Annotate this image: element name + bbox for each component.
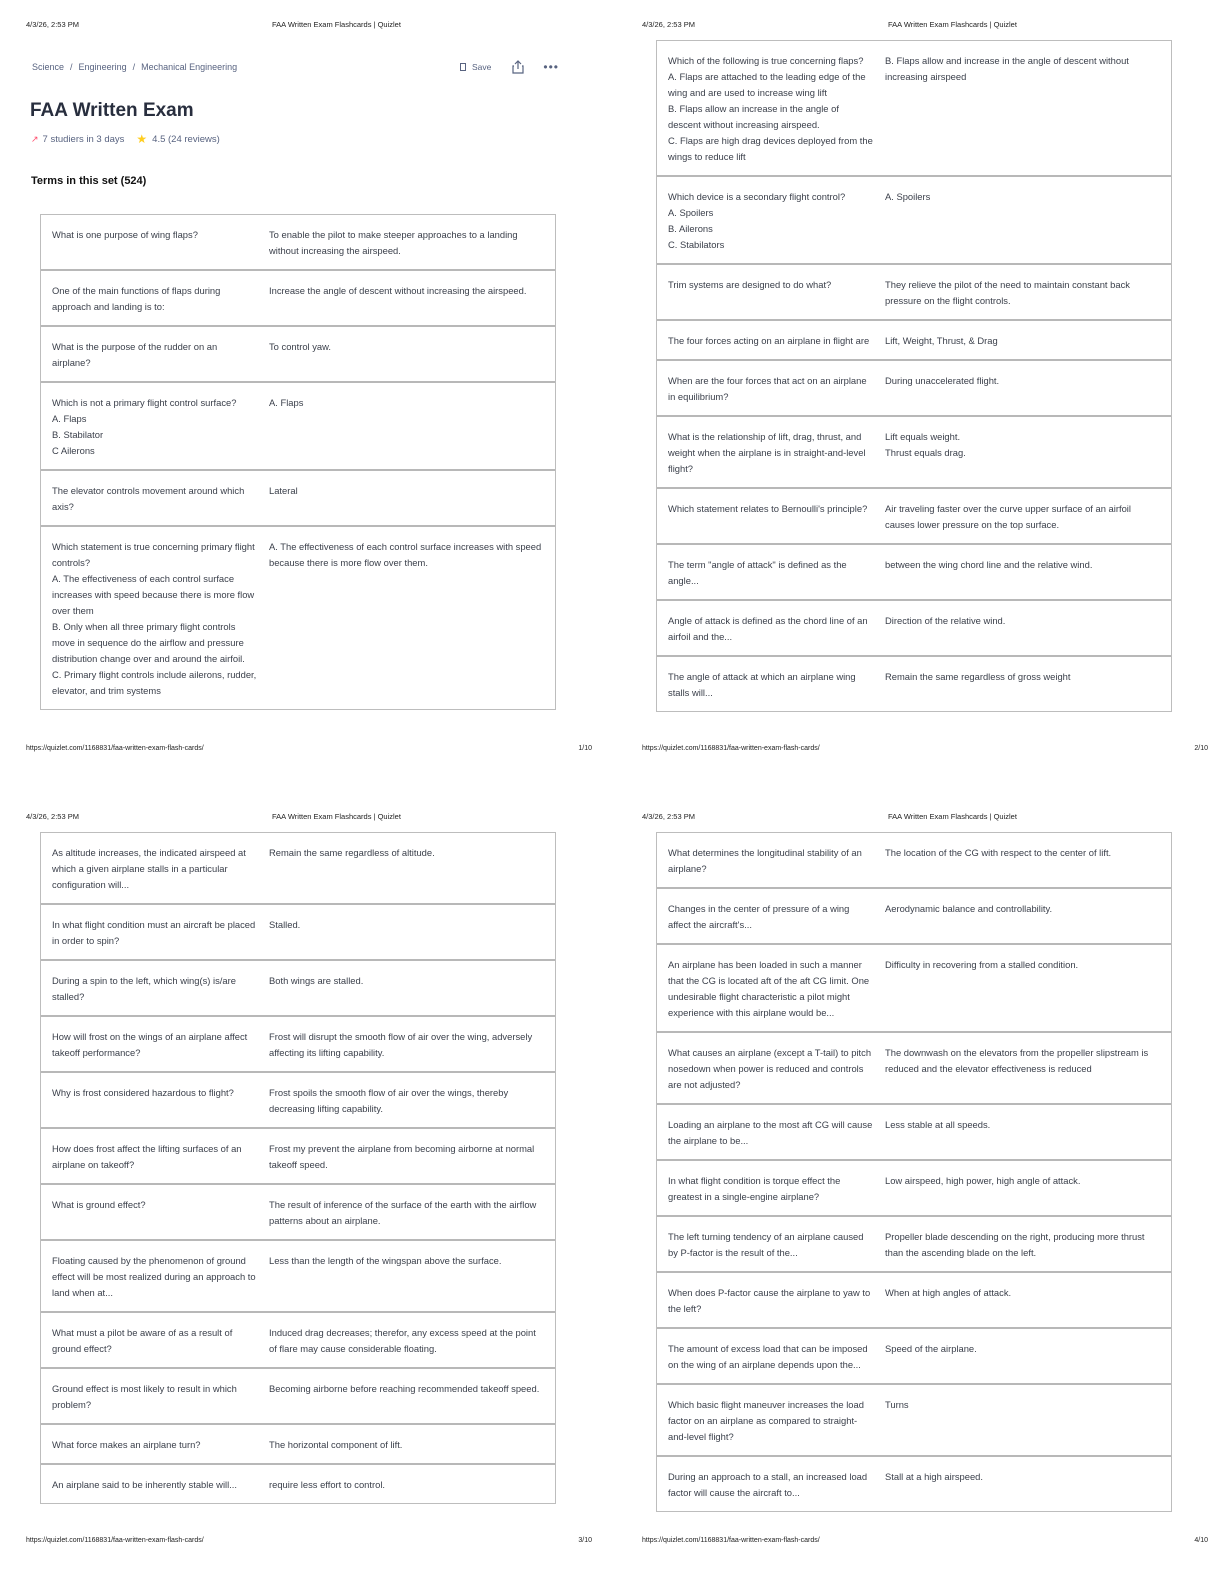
term-card bbox=[41, 1465, 555, 1503]
term-card bbox=[41, 905, 555, 961]
definition-text: Becoming airborne before reaching recommended takeoff speed. bbox=[269, 1383, 540, 1394]
term-card bbox=[41, 833, 555, 905]
term-text: How does frost affect the lifting surfaces of an airplane on takeoff? bbox=[52, 1143, 242, 1170]
term-text: Loading an airplane to the most aft CG will cause the airplane to be... bbox=[668, 1119, 873, 1146]
term-card bbox=[657, 489, 1171, 545]
breadcrumb-engineering[interactable]: Engineering bbox=[78, 62, 127, 72]
term-text: In what flight condition must an aircraft be placed in order to spin? bbox=[52, 919, 256, 946]
card-list bbox=[656, 832, 1172, 1512]
term-card bbox=[657, 1457, 1171, 1511]
term-text: The left turning tendency of an airplane caused by P-factor is the result of the... bbox=[668, 1231, 864, 1258]
term-card bbox=[657, 889, 1171, 945]
definition-text: Low airspeed, high power, high angle of attack. bbox=[885, 1175, 1081, 1186]
definition-text: between the wing chord line and the relative wind. bbox=[885, 559, 1093, 570]
term-card bbox=[41, 215, 555, 271]
definition-text: The location of the CG with respect to the center of lift. bbox=[885, 847, 1112, 858]
definition-text: Frost spoils the smooth flow of air over the wings, thereby decreasing lifting capability. bbox=[269, 1087, 509, 1114]
term-text: One of the main functions of flaps during approach and landing is to: bbox=[52, 285, 221, 312]
term-text: An airplane said to be inherently stable will... bbox=[52, 1479, 238, 1490]
term-card bbox=[41, 961, 555, 1017]
print-url: https://quizlet.com/1168831/faa-written-exam-flash-cards/ bbox=[26, 1537, 204, 1544]
print-url: https://quizlet.com/1168831/faa-written-exam-flash-cards/ bbox=[26, 745, 204, 752]
term-card bbox=[657, 1385, 1171, 1457]
breadcrumb-separator: / bbox=[70, 62, 73, 72]
page-number: 4/10 bbox=[1194, 1537, 1208, 1544]
set-stats bbox=[31, 132, 220, 146]
print-date: 4/3/26, 2:53 PM bbox=[642, 20, 695, 29]
term-text: What is the purpose of the rudder on an airplane? bbox=[52, 341, 218, 368]
print-footer bbox=[24, 745, 602, 757]
print-footer bbox=[24, 1537, 602, 1549]
print-url: https://quizlet.com/1168831/faa-written-exam-flash-cards/ bbox=[642, 745, 820, 752]
studiers-count: 7 studiers in 3 days bbox=[42, 133, 125, 145]
definition-text: Both wings are stalled. bbox=[269, 975, 364, 986]
print-title: FAA Written Exam Flashcards | Quizlet bbox=[272, 812, 401, 821]
page-number: 2/10 bbox=[1194, 745, 1208, 752]
term-card bbox=[657, 1033, 1171, 1105]
print-header bbox=[24, 812, 602, 824]
term-card bbox=[41, 1073, 555, 1129]
term-text: An airplane has been loaded in such a manner that the CG is located aft of the aft CG limit. One undesirable flight characteristic a pilot might experience with this airplane would be... bbox=[668, 959, 870, 1018]
definition-text: A. Spoilers bbox=[885, 191, 931, 202]
term-card bbox=[41, 383, 555, 471]
definition-text: require less effort to control. bbox=[269, 1479, 386, 1490]
print-title: FAA Written Exam Flashcards | Quizlet bbox=[888, 812, 1017, 821]
term-text: Which basic flight maneuver increases the load factor on an airplane as compared to straight-and-level flight? bbox=[668, 1399, 864, 1442]
term-text: What is the relationship of lift, drag, thrust, and weight when the airplane is in straight-and-level flight? bbox=[668, 431, 866, 474]
print-footer bbox=[640, 745, 1218, 757]
definition-text: A. The effectiveness of each control surface increases with speed because there is more flow over them. bbox=[269, 541, 542, 568]
definition-text: Lateral bbox=[269, 485, 298, 496]
term-card bbox=[657, 1161, 1171, 1217]
term-text: The term "angle of attack" is defined as the angle... bbox=[668, 559, 847, 586]
term-card bbox=[657, 177, 1171, 265]
definition-text: Increase the angle of descent without increasing the airspeed. bbox=[269, 285, 527, 296]
page-1 bbox=[24, 14, 602, 774]
term-card bbox=[657, 945, 1171, 1033]
trending-icon: ↗ bbox=[31, 133, 39, 144]
definition-text: Turns bbox=[885, 1399, 909, 1410]
term-text: Which statement relates to Bernoulli's principle? bbox=[668, 503, 868, 514]
term-text: Trim systems are designed to do what? bbox=[668, 279, 832, 290]
term-card bbox=[657, 361, 1171, 417]
term-card bbox=[41, 1129, 555, 1185]
breadcrumb-separator: / bbox=[132, 62, 136, 72]
term-text: What force makes an airplane turn? bbox=[52, 1439, 201, 1450]
term-text: Which of the following is true concerning flaps? A. Flaps are attached to the leading edge of the wing and are used to increase wing lift B. Flaps allow an increase in the angle of descent without increasing airspeed. C. Flaps are high drag devices deployed from the wings to reduce lift bbox=[668, 55, 873, 162]
term-text: The four forces acting on an airplane in flight are bbox=[668, 335, 870, 346]
definition-text: To enable the pilot to make steeper approaches to a landing without increasing the airspeed. bbox=[269, 229, 518, 256]
definition-text: Stall at a high airspeed. bbox=[885, 1471, 983, 1482]
page-2 bbox=[640, 14, 1218, 774]
print-url: https://quizlet.com/1168831/faa-written-exam-flash-cards/ bbox=[642, 1537, 820, 1544]
term-card bbox=[657, 265, 1171, 321]
save-label: Save bbox=[472, 62, 492, 72]
term-text: Which is not a primary flight control surface? A. Flaps B. Stabilator C Ailerons bbox=[52, 397, 237, 456]
term-card bbox=[41, 471, 555, 527]
page-4 bbox=[640, 806, 1218, 1566]
term-text: What is ground effect? bbox=[52, 1199, 146, 1210]
term-text: During a spin to the left, which wing(s) is/are stalled? bbox=[52, 975, 236, 1002]
term-card bbox=[41, 271, 555, 327]
definition-text: Remain the same regardless of altitude. bbox=[269, 847, 435, 858]
print-date: 4/3/26, 2:53 PM bbox=[642, 812, 695, 821]
term-text: Ground effect is most likely to result in which problem? bbox=[52, 1383, 237, 1410]
definition-text: To control yaw. bbox=[269, 341, 332, 352]
term-text: The amount of excess load that can be imposed on the wing of an airplane depends upon the... bbox=[668, 1343, 868, 1370]
term-card bbox=[657, 657, 1171, 711]
definition-text: Air traveling faster over the curve upper surface of an airfoil causes lower pressure on the top surface. bbox=[885, 503, 1131, 530]
term-text: As altitude increases, the indicated airspeed at which a given airplane stalls in a particular configuration will... bbox=[52, 847, 246, 890]
print-header bbox=[640, 812, 1218, 824]
term-text: During an approach to a stall, an increased load factor will cause the aircraft to... bbox=[668, 1471, 868, 1498]
definition-text: Propeller blade descending on the right, producing more thrust than the ascending blade on the left. bbox=[885, 1231, 1145, 1258]
term-text: What is one purpose of wing flaps? bbox=[52, 229, 198, 240]
term-card bbox=[41, 527, 555, 709]
term-card bbox=[657, 601, 1171, 657]
terms-heading: Terms in this set (524) bbox=[31, 175, 147, 187]
page-number: 1/10 bbox=[578, 745, 592, 752]
definition-text: Remain the same regardless of gross weight bbox=[885, 671, 1071, 682]
definition-text: Speed of the airplane. bbox=[885, 1343, 977, 1354]
term-text: In what flight condition is torque effect the greatest in a single-engine airplane? bbox=[668, 1175, 841, 1202]
term-text: Why is frost considered hazardous to flight? bbox=[52, 1087, 234, 1098]
term-text: Floating caused by the phenomenon of ground effect will be most realized during an approach to land when at... bbox=[52, 1255, 256, 1298]
card-list bbox=[656, 40, 1172, 712]
term-card bbox=[657, 545, 1171, 601]
term-text: Angle of attack is defined as the chord line of an airfoil and the... bbox=[668, 615, 868, 642]
print-header bbox=[640, 20, 1218, 32]
term-card bbox=[41, 1425, 555, 1465]
term-text: How will frost on the wings of an airplane affect takeoff performance? bbox=[52, 1031, 248, 1058]
print-footer bbox=[640, 1537, 1218, 1549]
term-text: The angle of attack at which an airplane wing stalls will... bbox=[668, 671, 856, 698]
term-card bbox=[41, 1313, 555, 1369]
term-text: Which device is a secondary flight control? A. Spoilers B. Ailerons C. Stabilators bbox=[668, 191, 846, 250]
set-title: FAA Written Exam bbox=[30, 100, 194, 121]
definition-text: Lift equals weight. Thrust equals drag. bbox=[885, 431, 966, 458]
term-text: When does P-factor cause the airplane to yaw to the left? bbox=[668, 1287, 871, 1314]
definition-text: Induced drag decreases; therefor, any excess speed at the point of flare may cause considerable floating. bbox=[269, 1327, 536, 1354]
term-text: What causes an airplane (except a T-tail) to pitch nosedown when power is reduced and controls are not adjusted? bbox=[668, 1047, 872, 1090]
term-card bbox=[41, 1369, 555, 1425]
term-card bbox=[41, 327, 555, 383]
definition-text: The result of inference of the surface of the earth with the airflow patterns about an airplane. bbox=[269, 1199, 537, 1226]
definition-text: B. Flaps allow and increase in the angle of descent without increasing airspeed bbox=[885, 55, 1129, 82]
definition-text: During unaccelerated flight. bbox=[885, 375, 1000, 386]
breadcrumb bbox=[32, 62, 237, 72]
definition-text: Less stable at all speeds. bbox=[885, 1119, 991, 1130]
definition-text: Difficulty in recovering from a stalled condition. bbox=[885, 959, 1079, 970]
term-text: Changes in the center of pressure of a wing affect the aircraft's... bbox=[668, 903, 850, 930]
print-date: 4/3/26, 2:53 PM bbox=[26, 20, 79, 29]
set-actions bbox=[460, 60, 559, 74]
term-card bbox=[41, 1185, 555, 1241]
definition-text: Aerodynamic balance and controllability. bbox=[885, 903, 1053, 914]
print-title: FAA Written Exam Flashcards | Quizlet bbox=[888, 20, 1017, 29]
term-card bbox=[657, 1273, 1171, 1329]
card-list bbox=[40, 214, 556, 710]
bookmark-icon bbox=[460, 63, 466, 71]
definition-text: Lift, Weight, Thrust, & Drag bbox=[885, 335, 998, 346]
term-card bbox=[657, 321, 1171, 361]
star-icon: ★ bbox=[136, 132, 148, 146]
term-card bbox=[657, 1105, 1171, 1161]
definition-text: When at high angles of attack. bbox=[885, 1287, 1012, 1298]
definition-text: Less than the length of the wingspan above the surface. bbox=[269, 1255, 502, 1266]
term-text: Which statement is true concerning primary flight controls? A. The effectiveness of each control surface increases with speed because there is more flow over them B. Only when all three primary flight controls move in sequence do the airflow and pressure distribution change over and around the airfoil. C. Primary flight controls include ailerons, rudder, elevator, and trim systems bbox=[52, 541, 257, 696]
term-card bbox=[657, 1329, 1171, 1385]
term-card bbox=[657, 833, 1171, 889]
definition-text: Direction of the relative wind. bbox=[885, 615, 1006, 626]
definition-text: A. Flaps bbox=[269, 397, 304, 408]
term-card bbox=[41, 1017, 555, 1073]
term-text: The elevator controls movement around which axis? bbox=[52, 485, 245, 512]
print-date: 4/3/26, 2:53 PM bbox=[26, 812, 79, 821]
term-card bbox=[657, 41, 1171, 177]
definition-text: The downwash on the elevators from the propeller slipstream is reduced and the elevator effectiveness is reduced bbox=[885, 1047, 1149, 1074]
term-card bbox=[657, 1217, 1171, 1273]
print-header bbox=[24, 20, 602, 32]
term-text: What determines the longitudinal stability of an airplane? bbox=[668, 847, 862, 874]
term-card bbox=[41, 1241, 555, 1313]
definition-text: Stalled. bbox=[269, 919, 301, 930]
definition-text: They relieve the pilot of the need to maintain constant back pressure on the flight controls. bbox=[885, 279, 1130, 306]
term-card bbox=[657, 417, 1171, 489]
page-3 bbox=[24, 806, 602, 1566]
more-options-icon[interactable]: ••• bbox=[543, 60, 559, 74]
save-button[interactable] bbox=[460, 62, 491, 72]
term-text: When are the four forces that act on an airplane in equilibrium? bbox=[668, 375, 867, 402]
breadcrumb-mechanical-engineering[interactable]: Mechanical Engineering bbox=[141, 62, 238, 72]
term-text: What must a pilot be aware of as a result of ground effect? bbox=[52, 1327, 233, 1354]
definition-text: Frost will disrupt the smooth flow of air over the wing, adversely affecting its lifting capability. bbox=[269, 1031, 533, 1058]
definition-text: Frost my prevent the airplane from becoming airborne at normal takeoff speed. bbox=[269, 1143, 535, 1170]
card-list bbox=[40, 832, 556, 1504]
page-number: 3/10 bbox=[578, 1537, 592, 1544]
rating[interactable]: 4.5 (24 reviews) bbox=[152, 133, 220, 145]
breadcrumb-science[interactable]: Science bbox=[32, 62, 65, 72]
share-icon[interactable] bbox=[511, 60, 525, 74]
definition-text: The horizontal component of lift. bbox=[269, 1439, 403, 1450]
print-title: FAA Written Exam Flashcards | Quizlet bbox=[272, 20, 401, 29]
